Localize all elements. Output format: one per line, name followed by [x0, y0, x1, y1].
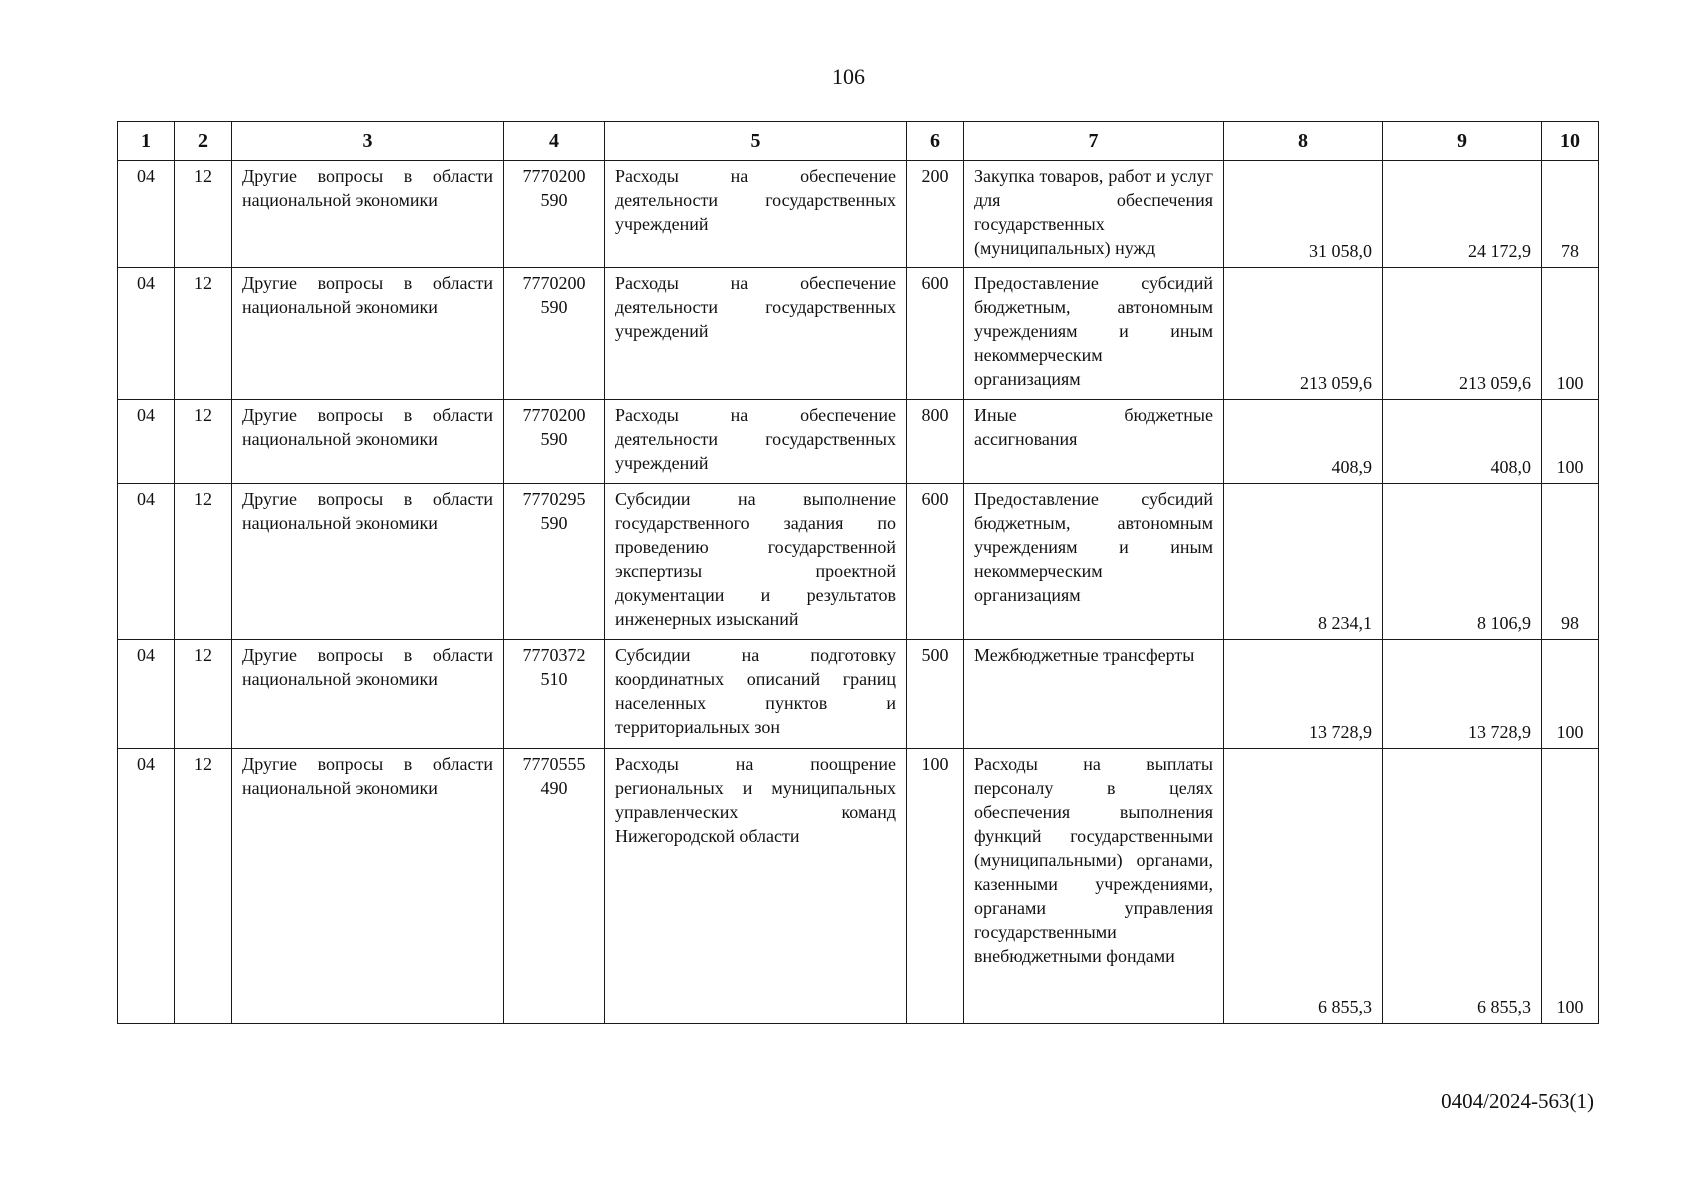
expense-type-code: 800 — [907, 400, 964, 484]
target-article-code — [504, 640, 605, 749]
subsection-code: 12 — [175, 161, 232, 268]
expense-type-name: Закупка товаров, работ и услуг для обеспечения государственных (муниципальных) нужд — [964, 161, 1224, 268]
header-col-4: 4 — [504, 122, 605, 161]
target-article-code — [504, 400, 605, 484]
document-code: 0404/2024-563(1) — [1441, 1089, 1594, 1113]
subsection-code: 12 — [175, 484, 232, 640]
execution-percent: 78 — [1542, 161, 1599, 268]
planned-amount: 8 234,1 — [1224, 484, 1383, 640]
target-article-code-part1: 7770372 — [522, 645, 586, 665]
section-code: 04 — [118, 161, 175, 268]
executed-amount: 213 059,6 — [1383, 268, 1542, 400]
executed-amount: 408,0 — [1383, 400, 1542, 484]
header-col-8: 8 — [1224, 122, 1383, 161]
expense-type-name: Иные бюджетные ассигнования — [964, 400, 1224, 484]
target-article-name: Расходы на обеспечение деятельности государственных учреждений — [605, 268, 907, 400]
target-article-name: Расходы на обеспечение деятельности государственных учреждений — [605, 161, 907, 268]
table-row — [118, 484, 1599, 640]
table-row — [118, 161, 1599, 268]
execution-percent: 100 — [1542, 749, 1599, 1024]
target-article-code — [504, 268, 605, 400]
subsection-code: 12 — [175, 268, 232, 400]
planned-amount: 13 728,9 — [1224, 640, 1383, 749]
subsection-code: 12 — [175, 400, 232, 484]
subsection-code: 12 — [175, 640, 232, 749]
section-code: 04 — [118, 749, 175, 1024]
table-header — [118, 122, 1599, 161]
section-name: Другие вопросы в области национальной экономики — [232, 400, 504, 484]
page-number: 106 — [832, 64, 865, 89]
header-col-1: 1 — [118, 122, 175, 161]
target-article-code-part2: 590 — [540, 429, 568, 449]
header-col-9: 9 — [1383, 122, 1542, 161]
budget-table — [117, 121, 1599, 1024]
target-article-code-part2: 590 — [540, 297, 568, 317]
header-col-5: 5 — [605, 122, 907, 161]
expense-type-name: Межбюджетные трансферты — [964, 640, 1224, 749]
planned-amount: 213 059,6 — [1224, 268, 1383, 400]
execution-percent: 100 — [1542, 640, 1599, 749]
section-name: Другие вопросы в области национальной экономики — [232, 484, 504, 640]
section-code: 04 — [118, 640, 175, 749]
target-article-code-part2: 590 — [540, 513, 568, 533]
expense-type-name: Расходы на выплаты персоналу в целях обеспечения выполнения функций государственными (муниципальными) органами, казенными учреждениями, органами управления государственными внебюджетными фондами — [964, 749, 1224, 1024]
executed-amount: 8 106,9 — [1383, 484, 1542, 640]
planned-amount: 31 058,0 — [1224, 161, 1383, 268]
section-code: 04 — [118, 400, 175, 484]
section-code: 04 — [118, 268, 175, 400]
target-article-name: Субсидии на выполнение государственного задания по проведению государственной экспертизы проектной документации и результатов инженерных изысканий — [605, 484, 907, 640]
target-article-code — [504, 749, 605, 1024]
target-article-name: Субсидии на подготовку координатных описаний границ населенных пунктов и территориальных зон — [605, 640, 907, 749]
execution-percent: 100 — [1542, 400, 1599, 484]
section-name: Другие вопросы в области национальной экономики — [232, 640, 504, 749]
target-article-name: Расходы на поощрение региональных и муниципальных управленческих команд Нижегородской области — [605, 749, 907, 1024]
expense-type-code: 200 — [907, 161, 964, 268]
expense-type-code: 600 — [907, 484, 964, 640]
header-col-10: 10 — [1542, 122, 1599, 161]
execution-percent: 100 — [1542, 268, 1599, 400]
table-row — [118, 400, 1599, 484]
executed-amount: 24 172,9 — [1383, 161, 1542, 268]
target-article-code-part2: 510 — [540, 669, 568, 689]
header-col-6: 6 — [907, 122, 964, 161]
execution-percent: 98 — [1542, 484, 1599, 640]
header-col-3: 3 — [232, 122, 504, 161]
target-article-code-part1: 7770200 — [522, 405, 586, 425]
target-article-code-part2: 590 — [540, 190, 568, 210]
section-name: Другие вопросы в области национальной экономики — [232, 161, 504, 268]
target-article-code — [504, 484, 605, 640]
header-col-7: 7 — [964, 122, 1224, 161]
planned-amount: 408,9 — [1224, 400, 1383, 484]
table-row — [118, 640, 1599, 749]
header-col-2: 2 — [175, 122, 232, 161]
expense-type-code: 600 — [907, 268, 964, 400]
section-name: Другие вопросы в области национальной экономики — [232, 268, 504, 400]
table-row — [118, 749, 1599, 1024]
table-row — [118, 268, 1599, 400]
section-name: Другие вопросы в области национальной экономики — [232, 749, 504, 1024]
expense-type-code: 500 — [907, 640, 964, 749]
target-article-code-part1: 7770200 — [522, 273, 586, 293]
expense-type-name: Предоставление субсидий бюджетным, автономным учреждениям и иным некоммерческим организациям — [964, 268, 1224, 400]
target-article-code-part1: 7770200 — [522, 166, 586, 186]
target-article-code-part1: 7770555 — [522, 754, 586, 774]
section-code: 04 — [118, 484, 175, 640]
executed-amount: 13 728,9 — [1383, 640, 1542, 749]
executed-amount: 6 855,3 — [1383, 749, 1542, 1024]
target-article-code-part1: 7770295 — [522, 489, 586, 509]
expense-type-code: 100 — [907, 749, 964, 1024]
expense-type-name: Предоставление субсидий бюджетным, автономным учреждениям и иным некоммерческим организациям — [964, 484, 1224, 640]
subsection-code: 12 — [175, 749, 232, 1024]
target-article-name: Расходы на обеспечение деятельности государственных учреждений — [605, 400, 907, 484]
table-body — [118, 161, 1599, 1024]
target-article-code — [504, 161, 605, 268]
header-row — [118, 122, 1599, 161]
planned-amount: 6 855,3 — [1224, 749, 1383, 1024]
target-article-code-part2: 490 — [540, 778, 568, 798]
